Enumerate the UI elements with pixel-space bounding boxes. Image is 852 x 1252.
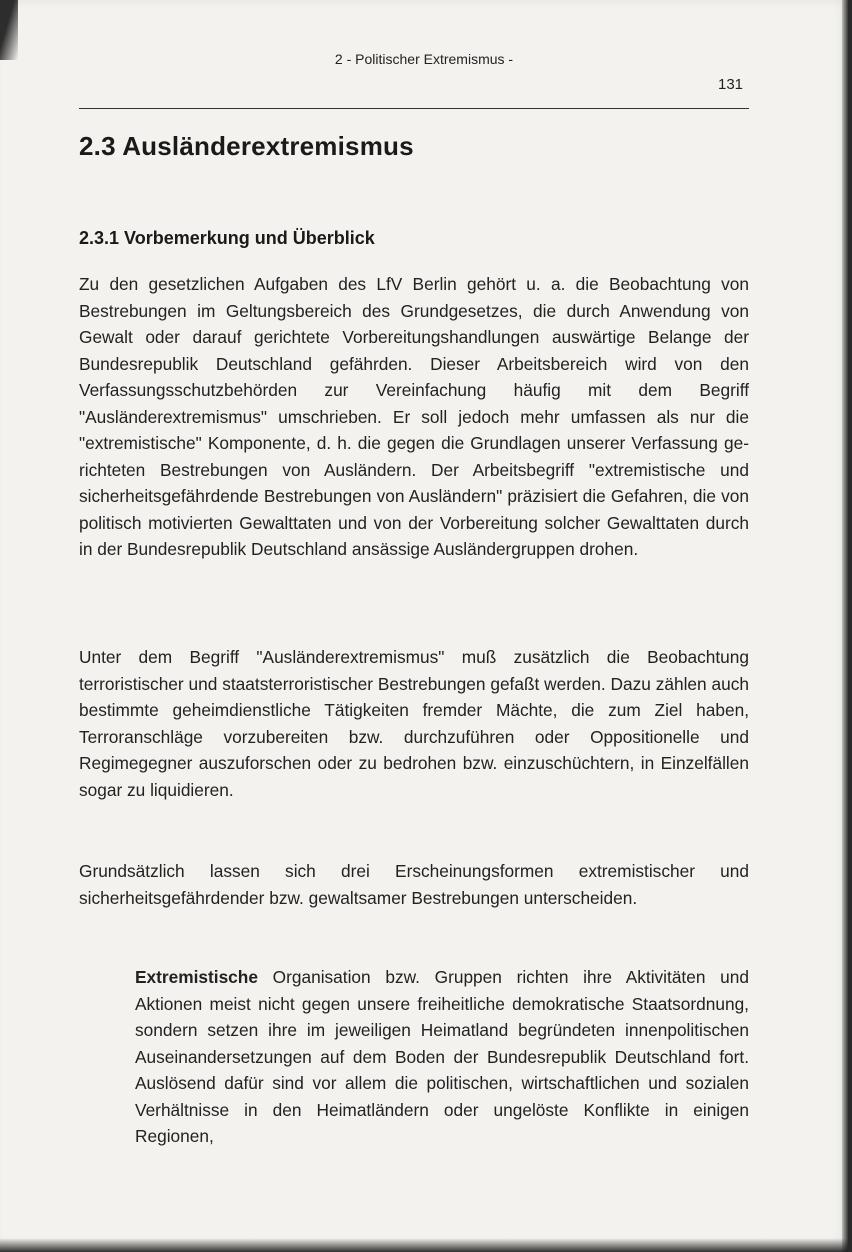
indented-paragraph-lead: Extremistische xyxy=(135,967,258,987)
page-number: 131 xyxy=(718,76,744,93)
section-title: 2.3 Ausländerextremismus xyxy=(79,131,414,161)
subsection-title: 2.3.1 Vorbemerkung und Überblick xyxy=(79,228,375,248)
header-rule xyxy=(79,108,749,109)
running-head: 2 - Politischer Extremismus - xyxy=(334,51,514,67)
indented-paragraph xyxy=(135,964,749,1150)
indented-paragraph-text: Organisation bzw. Gruppen richten ihre Aktivitäten und Aktionen meist nicht gegen unsere freiheitliche demokratische Staatsordnung, sondern setzen ihre im jeweiligen Heimatland begründeten innenpolitischen Auseinandersetzungen auf dem Boden der Bundesrepublik Deutschland fort. Auslösend dafür sind vor allem die politischen, wirtschaftlichen und sozialen Verhältnisse in den Heimatländern oder ungelöste Konflikte in einigen Regionen, xyxy=(135,967,749,1146)
page-bottom-shadow xyxy=(0,1238,848,1252)
paragraph-3: Grundsätzlich lassen sich drei Erscheinungsformen extremistischer und sicherheitsgefährdender bzw. gewaltsamer Bestrebungen unterscheiden. xyxy=(79,861,749,908)
paragraph-2: Unter dem Begriff "Ausländerextremismus" muß zusätzlich die Beobachtung terroristischer und staatsterroristischer Bestrebungen gefaßt werden. Dazu zählen auch bestimmte geheimdienstliche Tätigkeiten fremder Mächte, die zum Ziel haben, Terroranschläge vorzubereiten bzw. durchzuführen oder Oppositionelle und Regimegegner auszuforschen oder zu bedrohen bzw. einzuschüchtern, in Einzelfällen sogar zu liquidieren. xyxy=(79,647,749,800)
book-spine-edge xyxy=(842,0,848,1252)
paragraph-1: Zu den gesetzlichen Aufgaben des LfV Berlin gehört u. a. die Beobachtung von Bestrebungen im Geltungsbereich des Grundgesetzes, die durch Anwendung von Gewalt oder darauf gerichtete Vorbereitungshandlungen auswärtige Belange der Bundesrepublik Deutschland gefährden. Dieser Arbeitsbereich wird von den Verfassungsschutzbehörden zur Vereinfachung häufig mit dem Begriff "Ausländerextremismus" umschrieben. Er soll jedoch mehr umfassen als nur die "extremistische" Komponente, d. h. die gegen die Grundlagen unserer Verfassung gerichteten Bestrebungen von Ausländern. Der Arbeitsbegriff "extremistische und sicherheitsgefährdende Bestrebungen von Ausländern" präzisiert die Gefahren, die von politisch motivierten Gewalttaten und von der Vorbereitung solcher Gewalttaten durch in der Bundesrepublik Deutschland ansässige Ausländergruppen drohen. xyxy=(79,274,749,559)
